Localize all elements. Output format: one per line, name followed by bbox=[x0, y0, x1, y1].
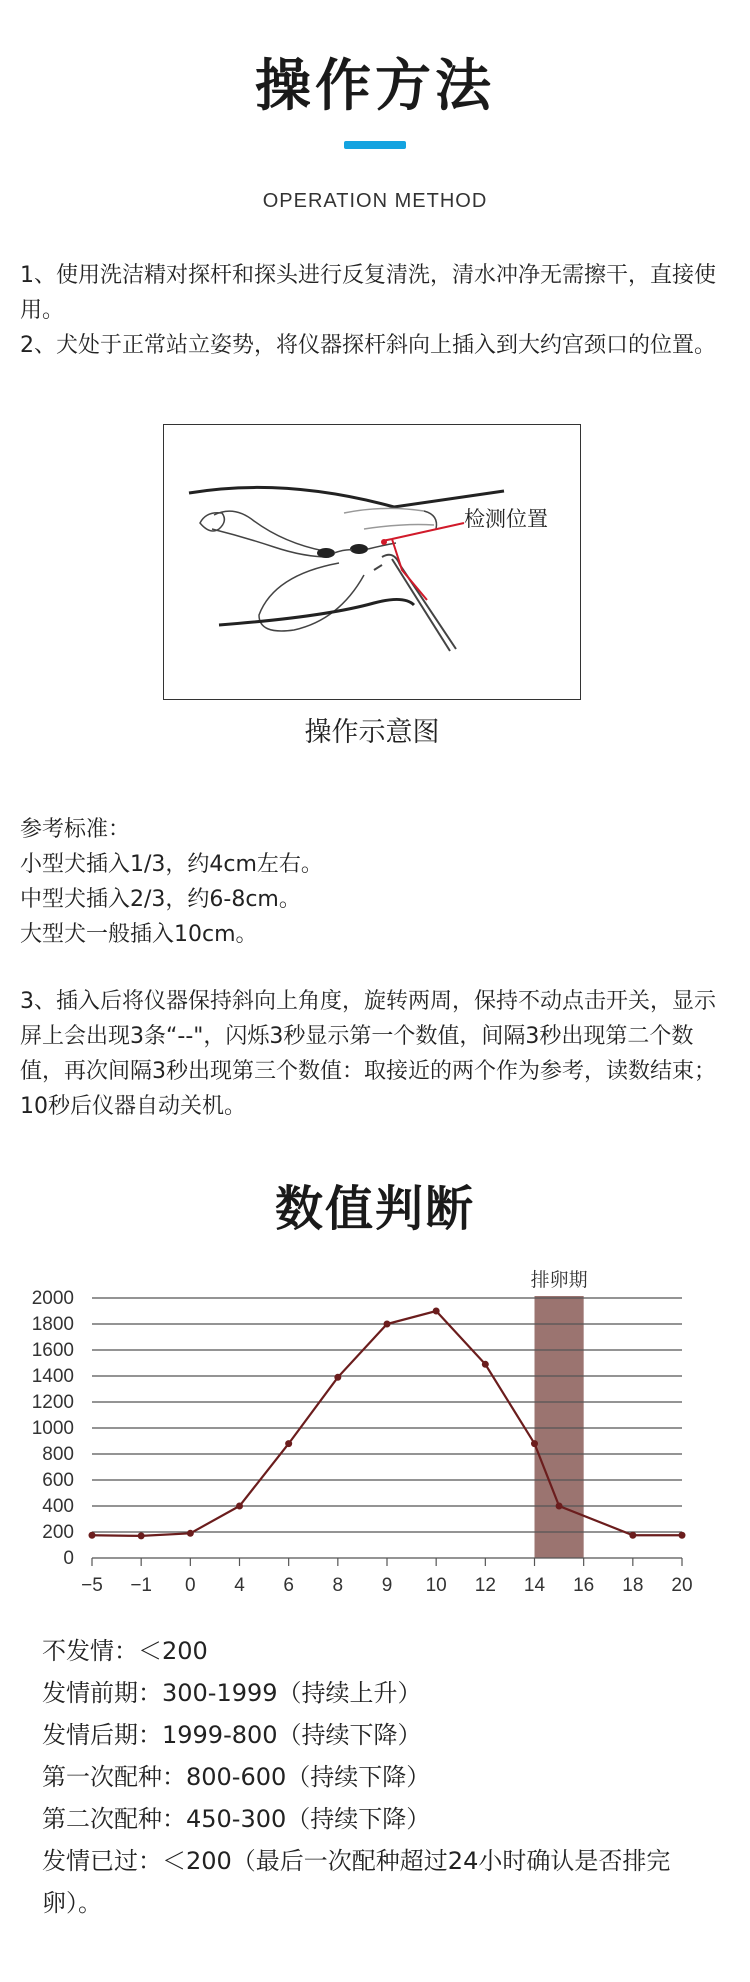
x-tick-label: −1 bbox=[130, 1575, 153, 1596]
x-tick-label: 9 bbox=[381, 1575, 393, 1596]
data-point bbox=[285, 1440, 292, 1447]
diagram-caption: 操作示意图 bbox=[304, 717, 440, 748]
data-point bbox=[482, 1361, 489, 1368]
series-line bbox=[92, 1311, 682, 1536]
y-tick-label: 200 bbox=[42, 1522, 74, 1543]
data-point bbox=[556, 1503, 563, 1510]
data-point bbox=[89, 1532, 96, 1539]
data-point bbox=[384, 1321, 391, 1328]
legend-item: 发情后期：1999-800（持续下降） bbox=[42, 1721, 422, 1749]
dog-anatomy-illustration bbox=[164, 425, 582, 701]
legend-item: 第二次配种：450-300（持续下降） bbox=[42, 1805, 431, 1833]
reading-trend-chart bbox=[0, 1240, 750, 1600]
data-point bbox=[531, 1440, 538, 1447]
x-tick-label: 6 bbox=[283, 1575, 294, 1596]
step-3-text: 3、插入后将仪器保持斜向上角度，旋转两周，保持不动点击开关，显示屏上会出现3条“--"，闪烁3秒显示第一个数值，间隔3秒出现第二个数值，再次间隔3秒出现第三个数值：取接近的两个作为参考，读数结束； 10秒后仪器自动关机。 bbox=[20, 989, 716, 1119]
ovulation-band-label: 排卵期 bbox=[530, 1270, 588, 1291]
x-tick-label: 16 bbox=[573, 1575, 595, 1596]
legend-item: 不发情：＜200 bbox=[42, 1637, 208, 1665]
data-point bbox=[138, 1532, 145, 1539]
y-tick-label: 600 bbox=[42, 1470, 74, 1491]
x-tick-label: 10 bbox=[425, 1575, 447, 1596]
y-tick-label: 400 bbox=[42, 1496, 74, 1517]
y-tick-label: 1600 bbox=[31, 1340, 74, 1361]
data-point bbox=[679, 1532, 686, 1539]
y-tick-label: 800 bbox=[42, 1444, 74, 1465]
y-tick-label: 1400 bbox=[31, 1366, 74, 1387]
x-tick-label: 12 bbox=[474, 1575, 496, 1596]
x-tick-label: 14 bbox=[523, 1575, 546, 1596]
chart-section-title: 数值判断 bbox=[274, 1181, 475, 1237]
ovulation-band bbox=[535, 1296, 584, 1558]
legend-item: 第一次配种：800-600（持续下降） bbox=[42, 1763, 431, 1791]
legend-item: 发情已过：＜200（最后一次配种超过24小时确认是否排完卵）。 bbox=[42, 1847, 671, 1917]
x-tick-label: 20 bbox=[671, 1575, 693, 1596]
reference-standard bbox=[20, 812, 720, 952]
step-1-text: 1、使用洗洁精对探杆和探头进行反复清洗，清水冲净无需擦干，直接使用。 bbox=[20, 263, 716, 323]
operation-diagram bbox=[163, 424, 581, 700]
y-tick-label: 1000 bbox=[31, 1418, 74, 1439]
y-tick-label: 1200 bbox=[31, 1392, 74, 1413]
data-point bbox=[236, 1503, 243, 1510]
y-tick-label: 0 bbox=[63, 1548, 74, 1569]
reading-interpretation-list bbox=[42, 1630, 722, 1924]
y-tick-label: 1800 bbox=[31, 1314, 74, 1335]
data-point bbox=[433, 1308, 440, 1315]
y-tick-label: 2000 bbox=[31, 1288, 74, 1309]
data-point bbox=[334, 1374, 341, 1381]
page-subtitle: OPERATION METHOD bbox=[262, 190, 488, 212]
step-2-text: 2、犬处于正常站立姿势，将仪器探杆斜向上插入到大约宫颈口的位置。 bbox=[20, 333, 716, 358]
reference-medium-dog: 中型犬插入2/3，约6-8cm。 bbox=[20, 887, 301, 912]
x-tick-label: −5 bbox=[81, 1575, 103, 1596]
x-tick-label: 18 bbox=[622, 1575, 644, 1596]
data-point bbox=[629, 1532, 636, 1539]
page-title: 操作方法 bbox=[255, 54, 495, 119]
reference-large-dog: 大型犬一般插入10cm。 bbox=[20, 922, 258, 947]
x-tick-label: 0 bbox=[185, 1575, 196, 1596]
data-point bbox=[187, 1530, 194, 1537]
reference-small-dog: 小型犬插入1/3，约4cm左右。 bbox=[20, 852, 323, 877]
legend-item: 发情前期：300-1999（持续上升） bbox=[42, 1679, 422, 1707]
x-tick-label: 8 bbox=[332, 1575, 344, 1596]
reference-heading: 参考标准： bbox=[20, 817, 131, 842]
x-tick-label: 4 bbox=[234, 1575, 245, 1596]
title-accent-bar bbox=[344, 141, 406, 149]
detection-position-label: 检测位置 bbox=[464, 507, 548, 531]
